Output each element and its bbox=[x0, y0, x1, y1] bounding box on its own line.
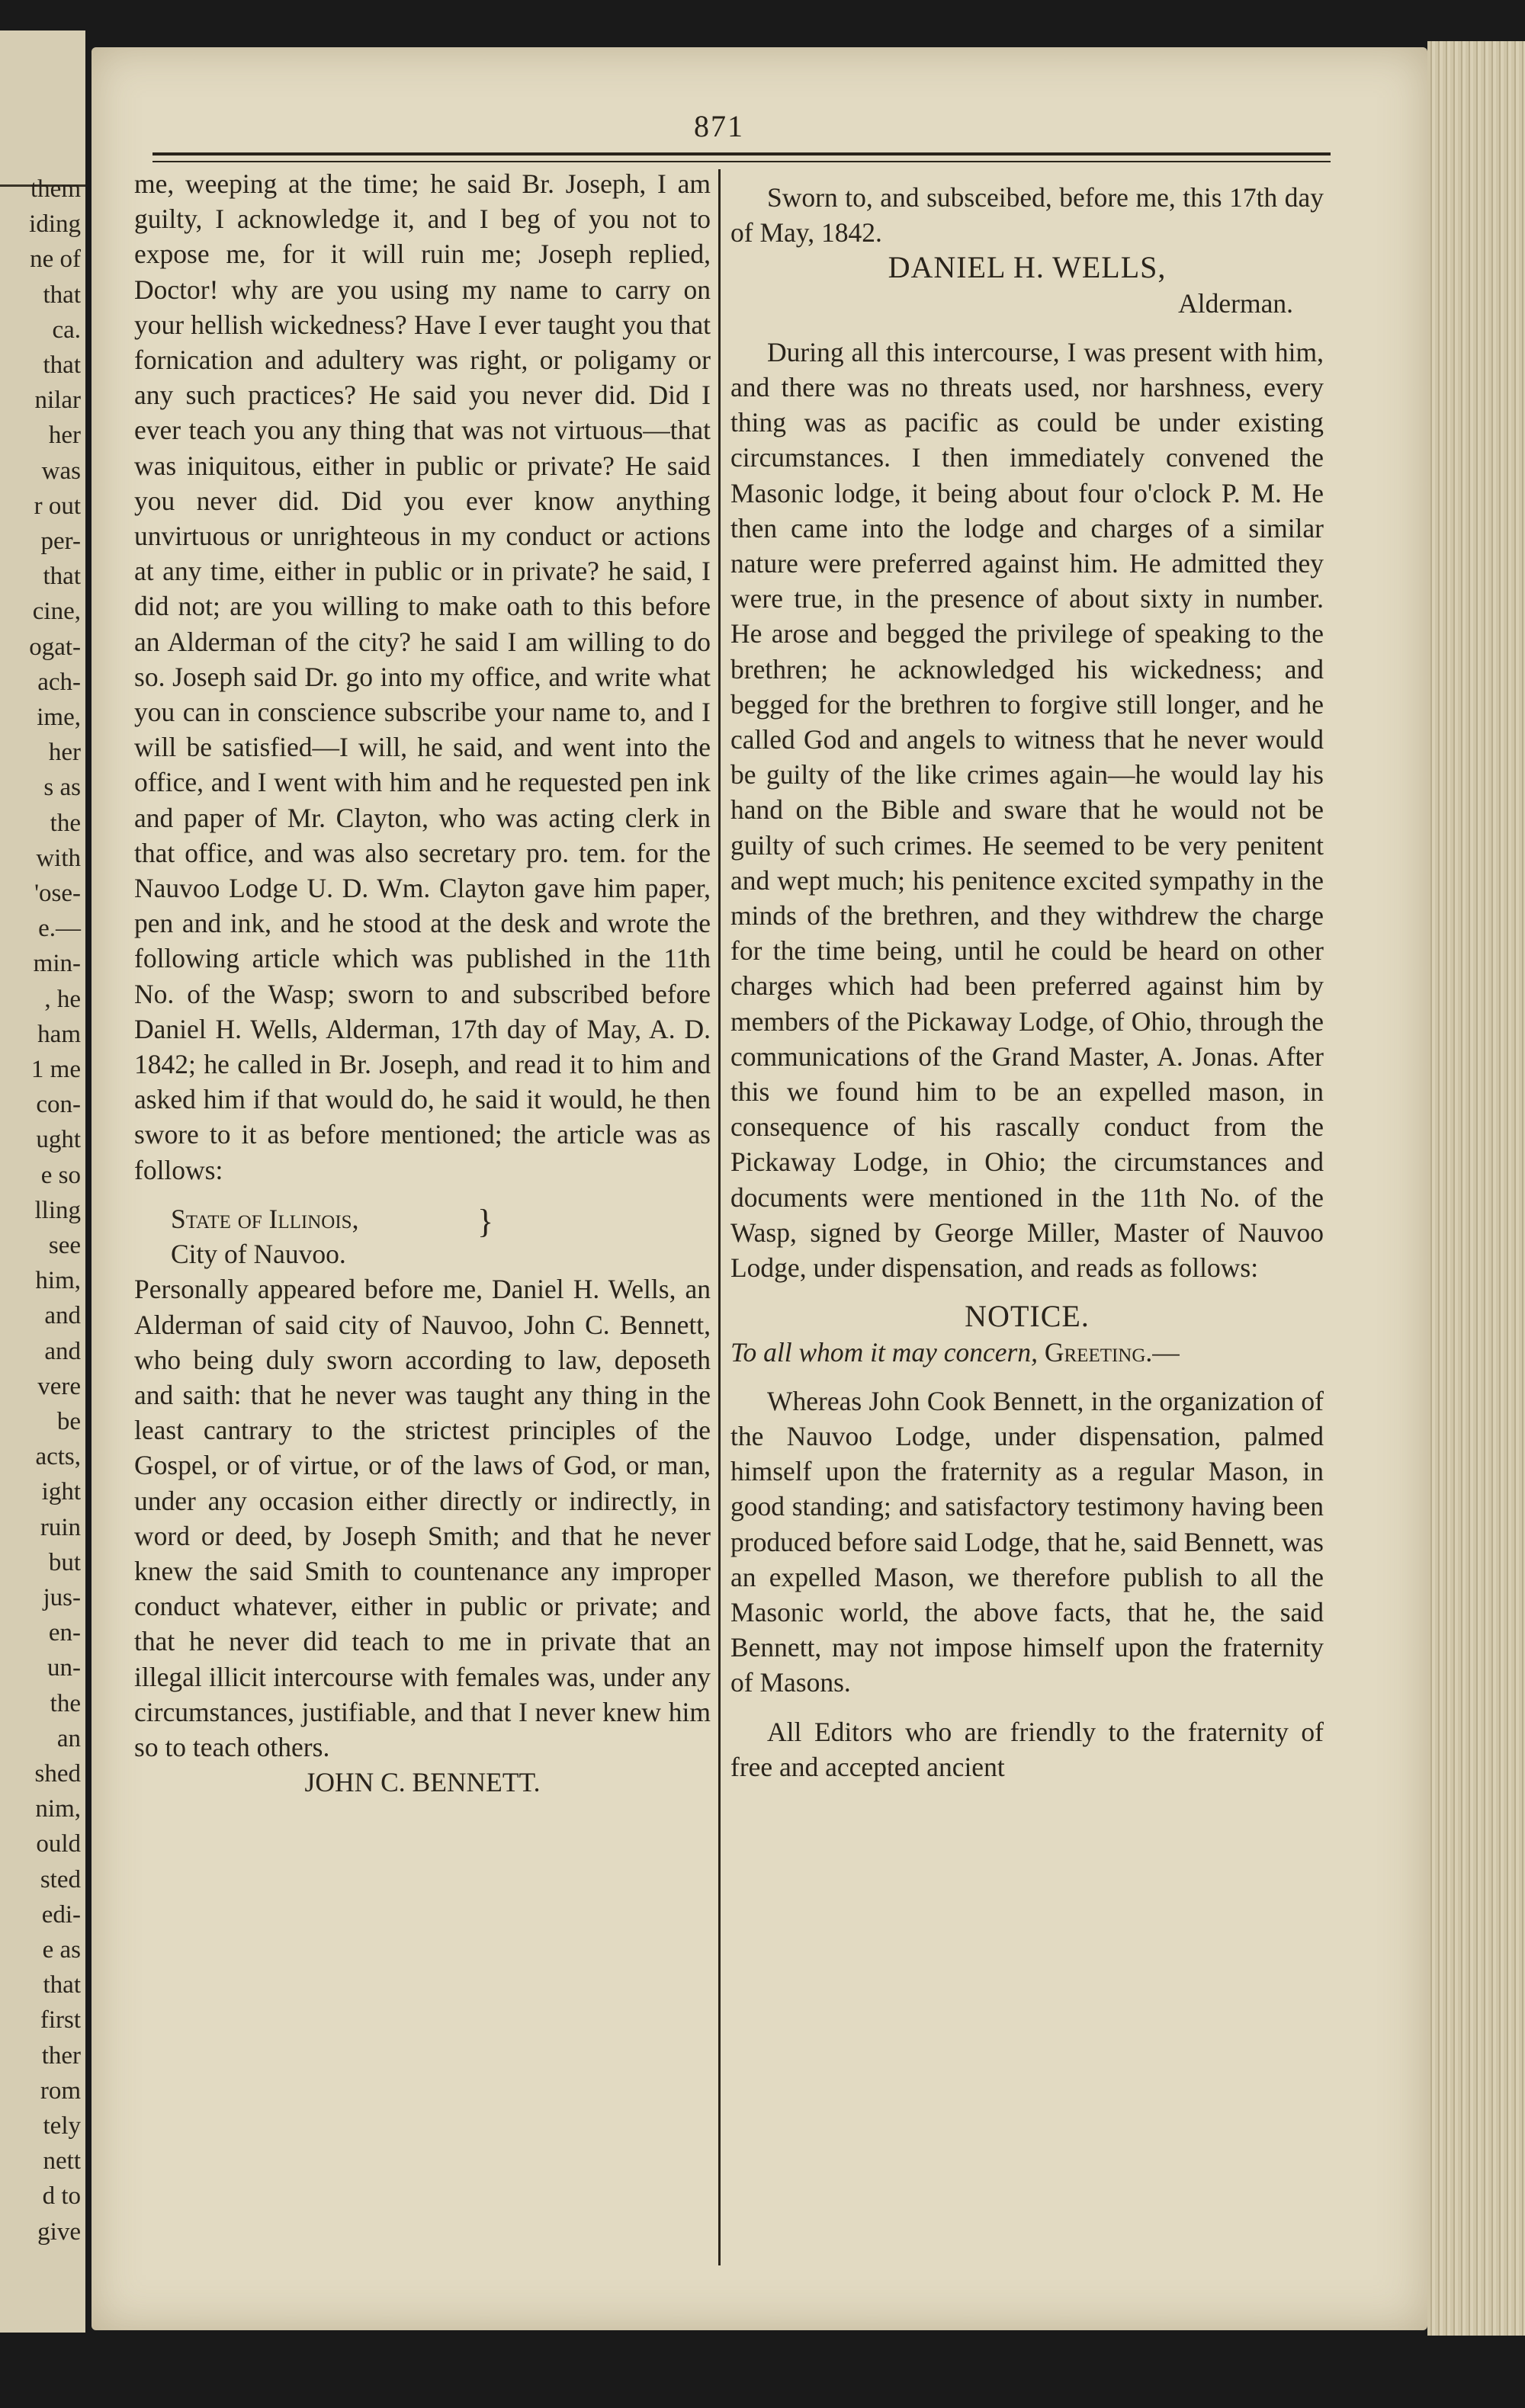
facing-page-fragment: her bbox=[48, 739, 81, 767]
facing-page-fragment: him, bbox=[35, 1267, 81, 1295]
greeting-smallcaps: Greeting.— bbox=[1044, 1336, 1180, 1368]
facing-page-fragment: jus- bbox=[43, 1584, 81, 1611]
facing-page-fragment: that bbox=[43, 281, 81, 309]
facing-page-fragment: edi- bbox=[41, 1900, 81, 1929]
facing-page-fragment: un- bbox=[47, 1654, 81, 1682]
facing-page-fragment: en- bbox=[48, 1619, 81, 1647]
facing-page-fragment: acts, bbox=[35, 1443, 81, 1471]
official-title: Alderman. bbox=[1178, 287, 1293, 319]
facing-page-fragment: , he bbox=[44, 985, 81, 1013]
facing-page-fragment: tely bbox=[43, 2112, 81, 2140]
facing-page-fragment: ham bbox=[37, 1020, 81, 1048]
facing-page-fragment: was bbox=[41, 457, 81, 485]
facing-page-fragment: ruin bbox=[40, 1513, 81, 1541]
brace-glyph: } bbox=[477, 1202, 494, 1240]
city-line: City of Nauvoo. bbox=[171, 1239, 346, 1270]
facing-page-fragment: them bbox=[30, 175, 81, 203]
state-heading-block bbox=[134, 1201, 711, 1271]
facing-page-fragment: nilar bbox=[34, 386, 81, 415]
facing-page-fragment: nim, bbox=[35, 1795, 81, 1823]
greeting-italic: To all whom it may concern, bbox=[730, 1336, 1038, 1368]
facing-page-fragment: ught bbox=[36, 1126, 81, 1154]
facing-page-fragment: with bbox=[36, 844, 81, 872]
notice-paragraph: Whereas John Cook Bennett, in the organization of the Nauvoo Lodge, under dispensation, palmed himself upon the fraternity as a regular Mason, in good standing; and satisfactory testimony having been produced before said Lodge, that he, said Bennett, was an expelled Mason, we therefore publish to all the Masonic world, the above facts, that he, the said Bennett, may not impose himself upon the fraternity of Masons. bbox=[730, 1385, 1324, 1698]
facing-page-fragment: ogat- bbox=[29, 633, 81, 661]
facing-page-fragment: r out bbox=[34, 492, 81, 520]
facing-page-fragment: lling bbox=[34, 1196, 81, 1224]
notice-heading: NOTICE. bbox=[965, 1299, 1090, 1334]
facing-page-fragment: e so bbox=[40, 1161, 81, 1189]
facing-page-fragment: sted bbox=[40, 1865, 81, 1893]
facing-page-fragment: rom bbox=[40, 2076, 81, 2105]
facing-page-fragment: ight bbox=[41, 1478, 81, 1506]
greeting-line bbox=[730, 1335, 1324, 1370]
facing-page-fragment: e.— bbox=[38, 915, 81, 943]
right-column bbox=[730, 180, 1324, 1784]
facing-page-fragment: s as bbox=[43, 774, 81, 802]
facing-page-fragment: nett bbox=[43, 2147, 81, 2176]
facing-page-fragment: e as bbox=[42, 1936, 81, 1964]
facing-page-fragment: but bbox=[48, 1548, 81, 1576]
facing-page-fragment: iding bbox=[29, 210, 81, 239]
narrative-paragraph: During all this intercourse, I was present with him, and there was no threats used, nor harshness, every thing was as pacific as could be under existing circumstances. I then immediately convened the Masonic lodge, it being about four o'clock P. M. He then came into the lodge and charges of a similar nature were preferred against him. He admitted they were true, in the presence of about sixty in number. He arose and begged the privilege of speaking to the brethren; he acknowledged his wickedness; and begged for the brethren to forgive still longer, and he called God and angels to witness that he never would be guilty of the like crimes again—he would lay his hand on the Bible and sware that he would not be guilty of such crimes. He seemed to be very penitent and wept much; his penitence excited sympathy in the minds of the brethren, and they withdrew the charge for the time being, until he could be heard on other charges which had been preferred against him by members of the Pickaway Lodge, of Ohio, through the communications of the Grand Master, A. Jonas. After this we found him to be an expelled mason, in consequence of his rascally conduct from the Pickaway Lodge, in Ohio; the circumstances and documents were mentioned in the 11th No. of the Wasp, signed by George Miller, Master of Nauvoo Lodge, under dispensation, and reads as follows: bbox=[730, 336, 1324, 1284]
facing-page-fragment: that bbox=[43, 563, 81, 591]
column-divider bbox=[718, 169, 721, 2265]
facing-page-fragment: min- bbox=[33, 950, 81, 978]
facing-page-fragment: and bbox=[44, 1337, 81, 1365]
sworn-statement: Sworn to, and subsceibed, before me, this 17th day of May, 1842. bbox=[730, 182, 1324, 248]
facing-page-fragment: that bbox=[43, 351, 81, 379]
facing-page-fragment: ach- bbox=[37, 668, 81, 696]
state-line: State of Illinois, bbox=[171, 1203, 359, 1234]
facing-page-fragment: con- bbox=[36, 1091, 81, 1119]
facing-page-fragment: ca. bbox=[52, 316, 81, 344]
facing-page-fragment: the bbox=[50, 809, 81, 837]
facing-page-fragment: see bbox=[48, 1232, 81, 1259]
facing-page-fragment: ther bbox=[41, 2041, 81, 2070]
facing-page-fragment: ould bbox=[36, 1830, 81, 1858]
facing-page-fragment: shed bbox=[34, 1760, 81, 1788]
bennett-signature: JOHN C. BENNETT. bbox=[304, 1767, 541, 1798]
left-column bbox=[134, 166, 711, 1800]
facing-page-fragment: 1 me bbox=[30, 1056, 81, 1083]
affidavit-text: Personally appeared before me, Daniel H. Wells, an Alderman of said city of Nauvoo, John C. Bennett, who being duly sworn according to law, deposeth and saith: that he never was taught any thing in the least cantrary to the strictest principles of the Gospel, or of virtue, or of the laws of God, or man, under any occasion either directly or indirectly, in word or deed, by Joseph Smith; and that he never knew the said Smith to countenance any improper conduct whatever, either in public or private; and that he never did teach to me in private that an illegal illicit intercourse with females was, under any circumstances, justifiable, and that I never knew him so to teach others. bbox=[134, 1274, 711, 1762]
facing-page-fragment: and bbox=[44, 1302, 81, 1330]
facing-page-fragment: cine, bbox=[32, 598, 81, 626]
facing-page-fragment: d to bbox=[42, 2182, 81, 2211]
facing-page-fragment: ime, bbox=[37, 704, 81, 731]
facing-page-fragment: be bbox=[56, 1408, 81, 1435]
facing-page-strip bbox=[0, 30, 85, 2333]
facing-page-fragment: 'ose- bbox=[34, 880, 81, 907]
editors-paragraph: All Editors who are friendly to the fraternity of free and accepted ancient bbox=[730, 1716, 1324, 1782]
facing-page-fragment: per- bbox=[40, 527, 81, 555]
header-rule-thin bbox=[152, 161, 1331, 162]
facing-page-fragment: an bbox=[56, 1724, 81, 1752]
facing-page-fragment: give bbox=[37, 2217, 81, 2246]
facing-page-fragment: ne of bbox=[30, 245, 81, 274]
left-body-text: me, weeping at the time; he said Br. Joseph, I am guilty, I acknowledge it, and I beg of you not to expose me, for it will ruin me; Joseph replied, Doctor! why are you using my name to carry on your hellish wickedness? Have I ever taught you that fornication and adultery was right, or poligamy or any such practices? He said you never did. Did I ever teach you any thing that was not virtuous—that was iniquitous, either in public or private? He said you never did. Did you ever know anything unvirtuous or unrighteous in my conduct or actions at any time, either in public or in private? he said, I did not; are you willing to make oath to this before an Alderman of the city? he said I am willing to do so. Joseph said Dr. go into my office, and write what you can in conscience subscribe your name to, and I will be satisfied—I will, he said, and went into the office, and I went with him and he requested pen ink and paper of Mr. Clayton, who was acting clerk in that office, and was also secretary pro. tem. for the Nauvoo Lodge U. D. Wm. Clayton gave him paper, pen and ink, and he stood at the desk and wrote the following article which was published in the 11th No. of the Wasp; sworn to and subscribed before Daniel H. Wells, Alderman, 17th day of May, A. D. 1842; he called in Br. Joseph, and read it to him and asked him if that would do, he said it would, he then swore to it as before mentioned; the article was as follows: bbox=[134, 168, 711, 1185]
facing-page-fragment: first bbox=[40, 2006, 81, 2034]
header-rule-thick bbox=[152, 152, 1331, 156]
facing-page-fragment: the bbox=[50, 1689, 81, 1717]
page-edges bbox=[1427, 41, 1525, 2336]
facing-page-fragment: vere bbox=[37, 1372, 81, 1400]
page-number: 871 bbox=[694, 109, 744, 143]
facing-page-fragment: that bbox=[43, 1971, 81, 1999]
official-name: DANIEL H. WELLS, bbox=[888, 250, 1167, 285]
facing-page-fragment: her bbox=[48, 422, 81, 450]
